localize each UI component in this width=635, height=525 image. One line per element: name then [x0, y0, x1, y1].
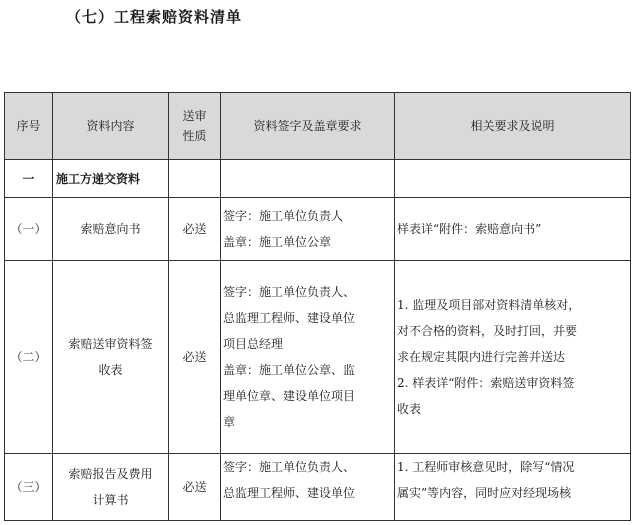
- sign-line: 签字：施工单位负责人、: [223, 285, 356, 299]
- header-serial-number: 序号: [5, 93, 53, 160]
- table-row: [5, 198, 631, 261]
- row-sign-requirements: [221, 198, 395, 261]
- section-title: 施工方递交资料: [53, 160, 169, 198]
- table-header-row: [5, 93, 631, 160]
- header-sign-stamp-requirements: 资料签字及盖章要求: [221, 93, 395, 160]
- row-content: [53, 198, 169, 261]
- header-review-type-line2: 性质: [182, 129, 207, 143]
- section-number: 一: [5, 160, 53, 198]
- sign-line: 总监理工程师、建设单位: [223, 486, 356, 500]
- notes-line: 属实”等内容，同时应对经现场核: [397, 486, 572, 500]
- notes-line: 求在规定其限内进行完善并送达: [397, 350, 566, 364]
- page-title: （七）工程索赔资料清单: [66, 8, 243, 26]
- sign-line: 盖章：施工单位公章: [223, 235, 332, 249]
- notes-line: 2. 样表详“附件：索赔送审资料签: [397, 376, 575, 390]
- header-review-type-line1: 送审: [182, 109, 207, 123]
- header-material-content: 资料内容: [53, 93, 169, 160]
- header-review-type: [169, 93, 221, 160]
- section-row: [5, 160, 631, 198]
- row-number: （三）: [5, 454, 53, 521]
- row-content-line: 收表: [98, 363, 123, 377]
- sign-line: 总监理工程师、建设单位: [223, 311, 356, 325]
- row-number: （二）: [5, 261, 53, 454]
- section-empty-cell: [395, 160, 631, 198]
- row-content-line: 索赔意向书: [80, 222, 141, 236]
- section-empty-cell: [169, 160, 221, 198]
- sign-line: 章: [223, 415, 236, 429]
- row-content: [53, 454, 169, 521]
- row-notes: [395, 198, 631, 261]
- row-notes: [395, 454, 631, 521]
- table-row: [5, 454, 631, 521]
- claims-materials-table: [4, 92, 631, 521]
- sign-line: 项目总经理: [223, 337, 284, 351]
- section-empty-cell: [221, 160, 395, 198]
- sign-line: 签字：施工单位负责人、: [223, 460, 356, 474]
- row-review-type: 必送: [169, 198, 221, 261]
- sign-line: 理单位章、建设单位项目: [223, 389, 356, 403]
- row-review-type: 必送: [169, 454, 221, 521]
- sign-line: 签字：施工单位负责人: [223, 209, 344, 223]
- row-content-line: 索赔报告及费用: [68, 467, 153, 481]
- row-sign-requirements: [221, 261, 395, 454]
- row-number: （一）: [5, 198, 53, 261]
- row-notes: [395, 261, 631, 454]
- notes-line: 收表: [397, 402, 422, 416]
- notes-line: 对不合格的资料，及时打回，并要: [397, 324, 578, 338]
- notes-line: 样表详“附件：索赔意向书”: [397, 222, 542, 236]
- sign-line: 盖章：施工单位公章、监: [223, 363, 356, 377]
- table-row: [5, 261, 631, 454]
- row-content-line: 计算书: [92, 493, 129, 507]
- header-notes: 相关要求及说明: [395, 93, 631, 160]
- row-content: [53, 261, 169, 454]
- row-sign-requirements: [221, 454, 395, 521]
- row-review-type: 必送: [169, 261, 221, 454]
- notes-line: 1. 工程师审核意见时，除写“情况: [397, 460, 575, 474]
- row-content-line: 索赔送审资料签: [68, 337, 153, 351]
- notes-line: 1. 监理及项目部对资料清单核对，: [397, 298, 581, 312]
